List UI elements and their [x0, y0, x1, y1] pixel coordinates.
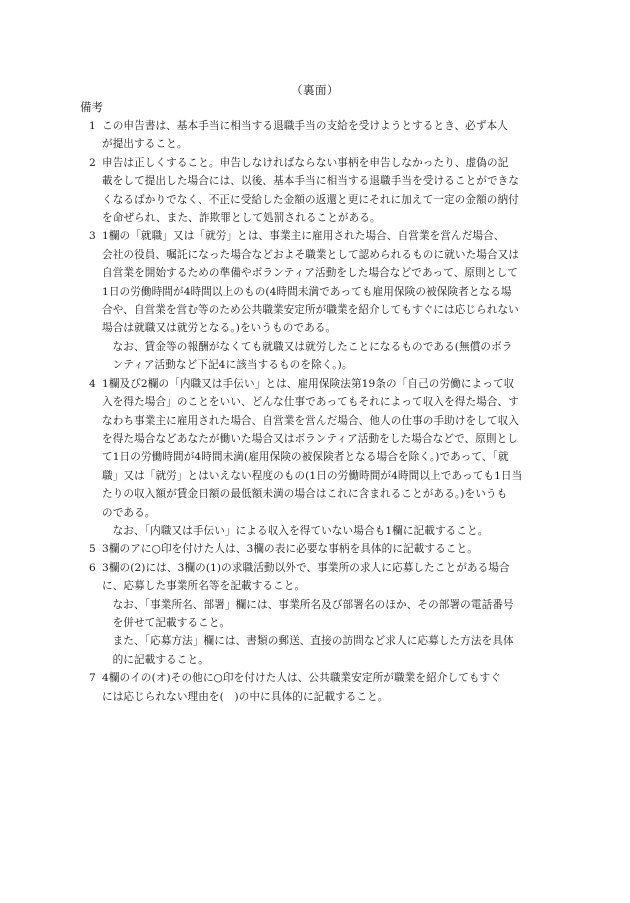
text-line: 職」又は「就労」とはいえない程度のもの(1日の労働時間が4時間以上であっても1日当: [102, 469, 523, 482]
text-line: なお、「内職又は手伝い」による収入を得ていない場合も1欄に記載すること。: [112, 524, 489, 537]
text-line: 1欄及び2欄の「内職又は手伝い」とは、雇用保険法第19条の「自己の労働によって収: [102, 377, 515, 390]
text-line: 1日の労働時間が4時間以上のもの(4時間未満であっても雇用保険の被保険者となる場: [102, 285, 512, 298]
text-line: たりの収入額が賃金日額の最低額未満の場合はこれに含まれることがある。)をいうも: [102, 488, 508, 501]
text-line: また、「応募方法」欄には、書類の郵送、直接の訪問など求人に応募した方法を具体: [112, 635, 514, 648]
text-line: くなるばかりでなく、不正に受給した金額の返還と更にそれに加えて一定の金額の納付: [102, 193, 519, 206]
text-line: 場合は就職又は就労となる。)をいうものである。: [102, 322, 337, 335]
text-line: 自営業を開始するための準備やボランティア活動をした場合などであって、原則として: [102, 267, 518, 280]
note-paragraph: [102, 375, 556, 522]
text-line: 1欄の「就職」又は「就労」とは、事業主に雇用された場合、自営業を営んだ場合、: [102, 230, 505, 243]
note-item: [80, 117, 556, 154]
note-paragraph: [102, 522, 556, 540]
text-line: ンティア活動など下記4に該当するものを除く。)。: [112, 359, 353, 372]
note-paragraph: [102, 540, 556, 558]
note-paragraph: [102, 154, 556, 228]
text-line: なわち事業主に雇用された場合、自営業を営んだ場合、他人の仕事の手助けをして収入: [102, 414, 520, 427]
text-line: 載をして提出した場合には、以後、基本手当に相当する退職手当を受けることができな: [102, 175, 520, 188]
text-line: を併せて記載すること。: [112, 616, 231, 629]
text-line: て1日の労働時間が4時間未満(雇用保険の被保険者となる場合を除く。)であって、「就: [102, 451, 509, 464]
page-title: （裏面）: [291, 83, 339, 97]
text-line: 申告は正しくすること。申告しなければならない事柄を申告しなかったり、虚偽の記: [102, 156, 509, 169]
text-line: この申告書は、基本手当に相当する退職手当の支給を受けようとするとき、必ず本人: [102, 120, 508, 132]
text-line: のである。: [102, 506, 156, 519]
text-line: 的に記載すること。: [112, 653, 209, 666]
text-line: 3欄のアに○印を付けた人は、3欄の表に必要な事柄を具体的に記載すること。: [102, 543, 478, 556]
note-number: 7: [89, 672, 96, 685]
text-line: 会社の役員、嘱託になった場合などおよそ職業として認められるものに就いた場合又は: [102, 248, 520, 261]
note-paragraph: [102, 117, 556, 154]
note-paragraph: [102, 596, 556, 633]
note-item: [80, 375, 556, 541]
text-line: 4欄のイの(オ)その他に○印を付けた人は、公共職業安定所が職業を紹介してもすぐ: [102, 672, 501, 685]
note-item: [80, 559, 556, 669]
note-number: 5: [89, 543, 96, 556]
note-paragraph: [102, 559, 556, 596]
note-paragraph: [102, 227, 556, 337]
note-item: [80, 669, 556, 706]
notes-list: [80, 117, 556, 706]
text-line: を得た場合などあなたが働いた場合又はボランティア活動をした場合などで、原則とし: [102, 432, 518, 445]
text-line: なお、「事業所名、部署」欄には、事業所名及び部署名のほか、その部署の電話番号: [112, 598, 514, 611]
text-line: には応じられない理由を( )の中に具体的に記載すること。: [102, 690, 389, 703]
text-line: 3欄の(2)には、3欄の(1)の求職活動以外で、事業所の求人に応募したことがある場合: [102, 561, 510, 574]
text-line: を命ぜられ、また、詐欺罪として処罰されることがある。: [102, 212, 381, 225]
note-number: 4: [89, 377, 96, 390]
text-line: が提出すること。: [102, 138, 188, 151]
note-number: 3: [89, 230, 96, 243]
text-line: に、応募した事業所名等を記載すること。: [102, 580, 306, 593]
note-item: [80, 154, 556, 228]
note-number: 1: [89, 120, 96, 132]
text-line: 合や、自営業を営む等のため公共職業安定所が職業を紹介してもすぐには応じられない: [102, 304, 519, 317]
note-paragraph: [102, 338, 556, 375]
note-number: 6: [89, 561, 96, 574]
note-paragraph: [102, 632, 556, 669]
text-line: 入を得た場合」のことをいい、どんな仕事であってもそれによって収入を得た場合、す: [102, 396, 519, 409]
note-item: [80, 227, 556, 374]
note-number: 2: [89, 156, 96, 169]
section-heading: 備考: [80, 100, 103, 114]
note-paragraph: [102, 669, 556, 706]
text-line: なお、賃金等の報酬がなくても就職又は就労したことになるものである(無償のボラ: [112, 340, 513, 353]
note-item: [80, 540, 556, 558]
